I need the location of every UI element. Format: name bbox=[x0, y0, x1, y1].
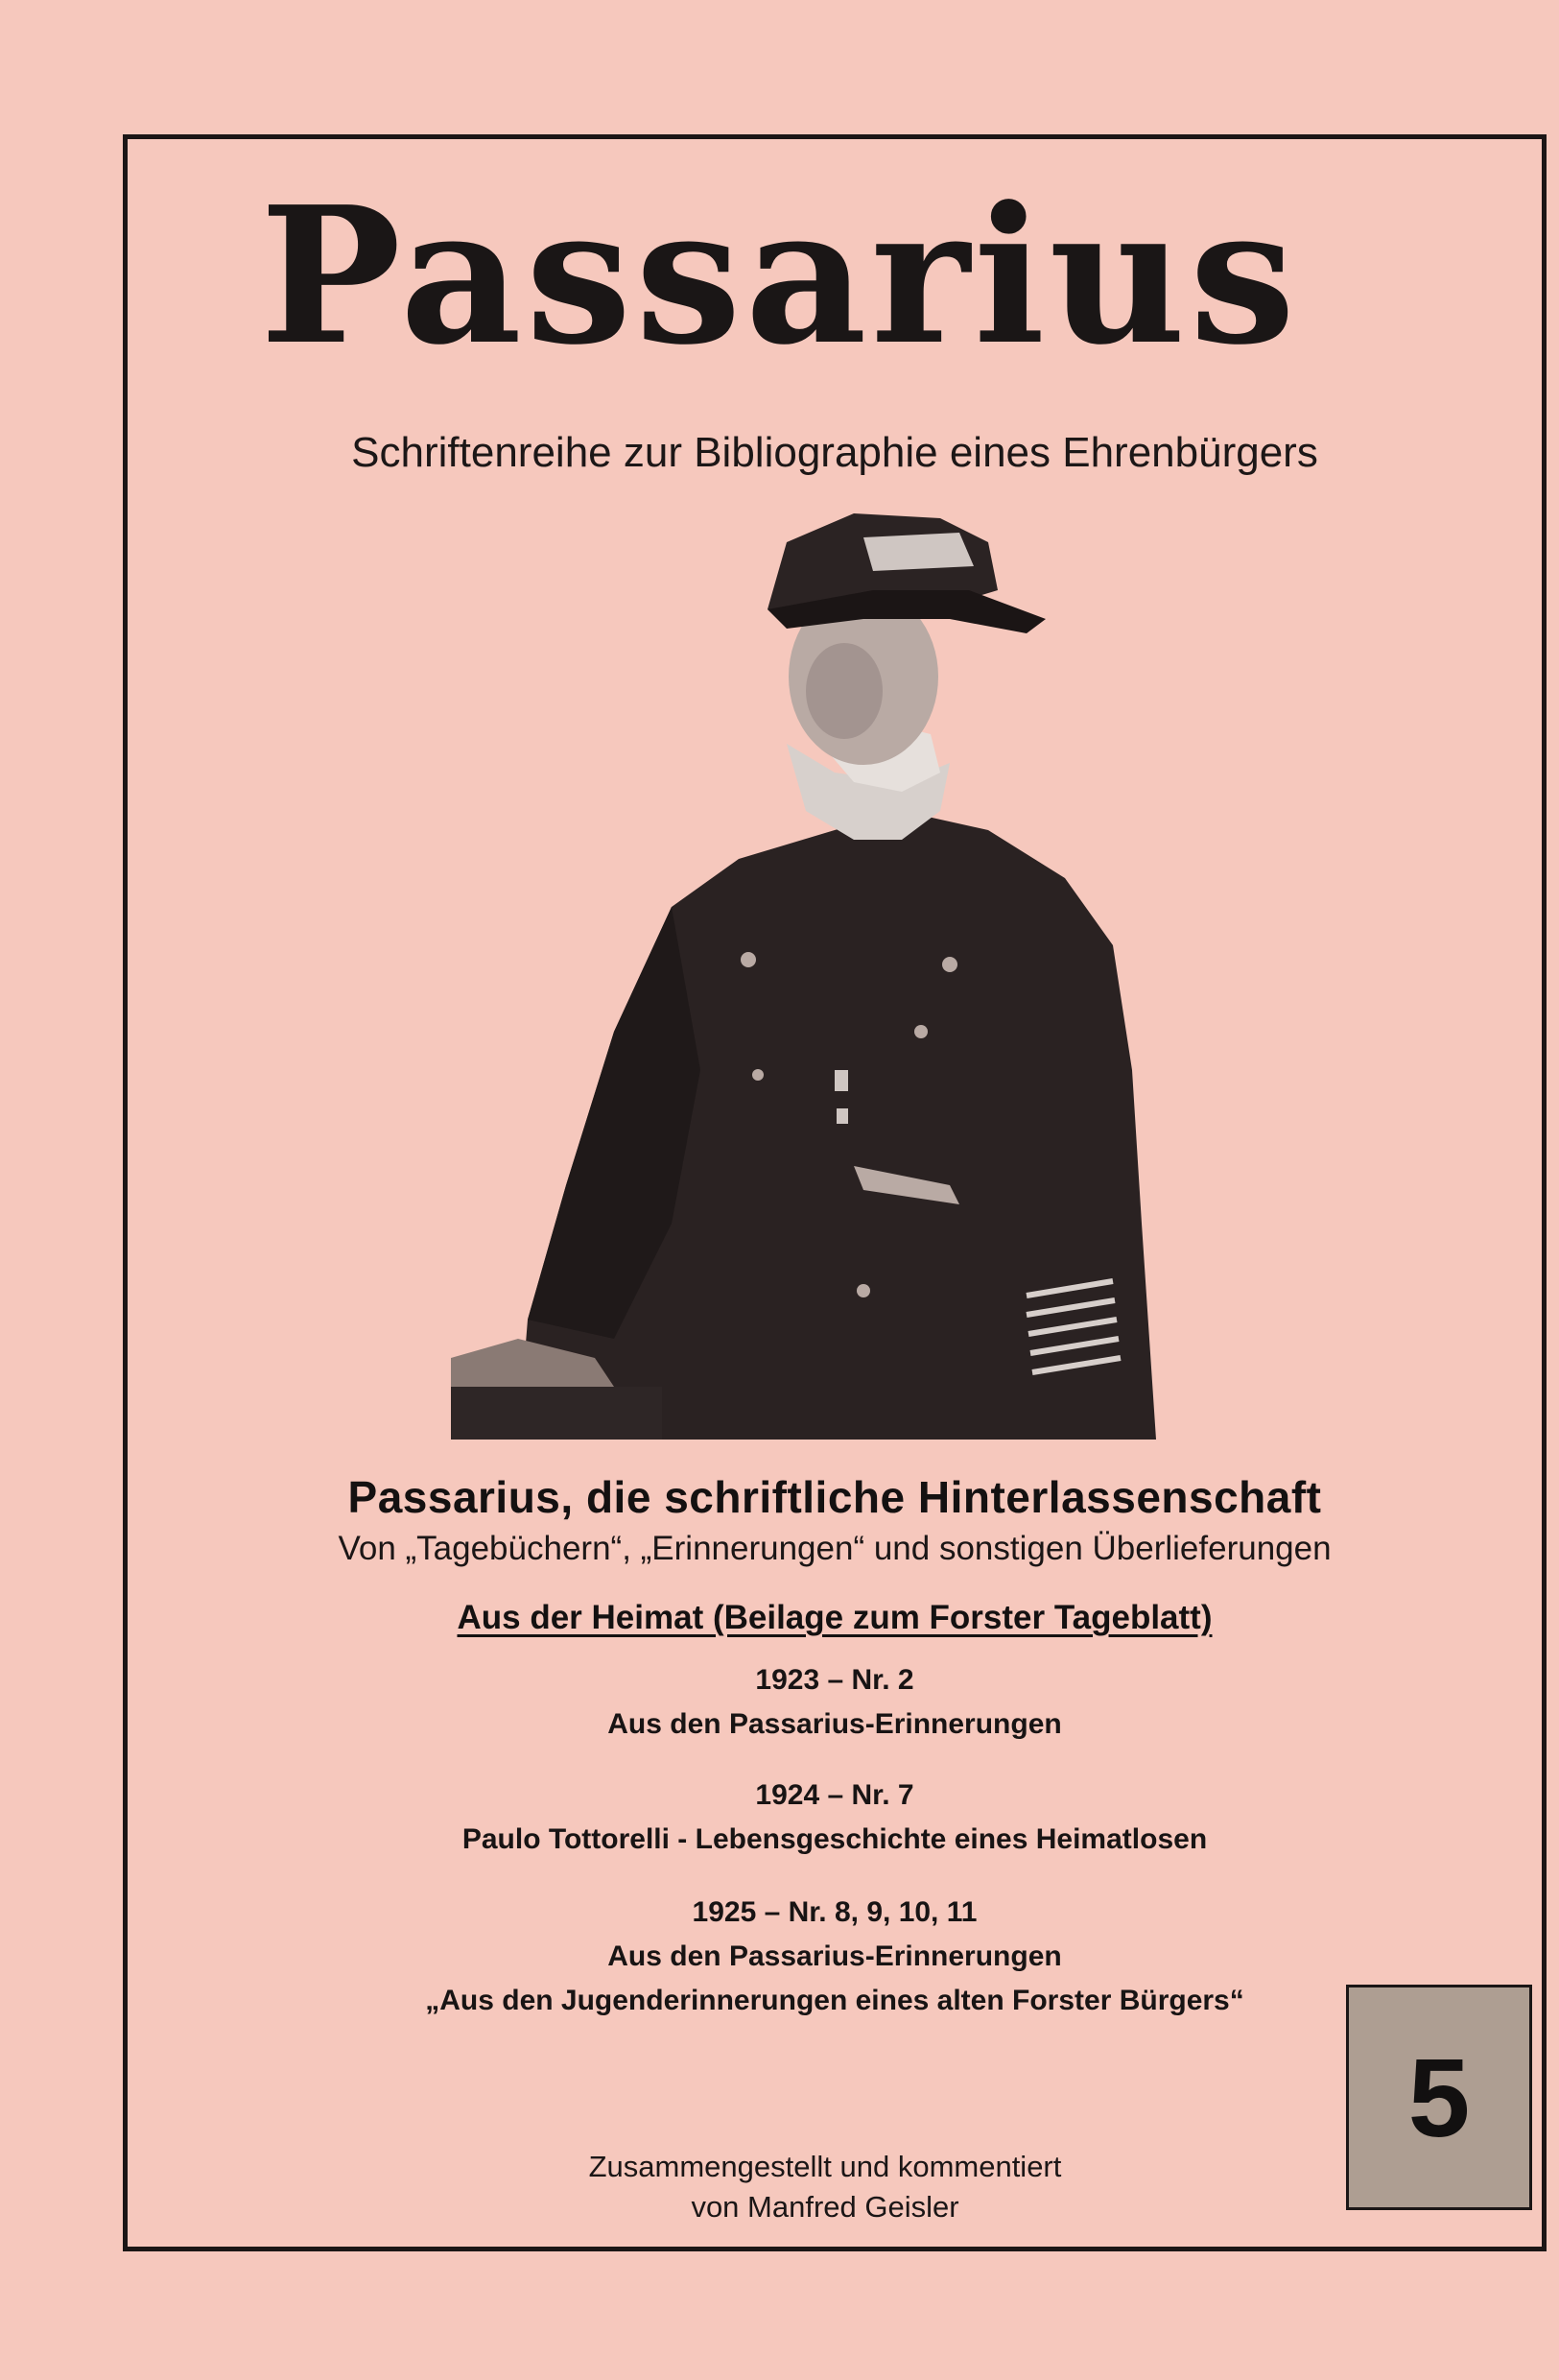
entry-title: Aus den Passarius-Erinnerungen bbox=[607, 1940, 1062, 1972]
entry-title: Aus den Passarius-Erinnerungen bbox=[607, 1708, 1062, 1740]
entry-issue: 1923 – Nr. 2 bbox=[755, 1664, 914, 1696]
credits bbox=[0, 2147, 1559, 2227]
series-title: Passarius bbox=[259, 166, 1300, 387]
entry-1924 bbox=[0, 1773, 1559, 1862]
series-subtitle: Schriftenreihe zur Bibliographie eines Ehrenbürgers bbox=[351, 429, 1318, 476]
credits-line-2: von Manfred Geisler bbox=[691, 2190, 959, 2224]
credits-line-1: Zusammengestellt und kommentiert bbox=[588, 2150, 1062, 2183]
entry-subtitle: „Aus den Jugenderinnerungen eines alten Forster Bürgers“ bbox=[425, 1985, 1244, 2016]
source-heading: Aus der Heimat (Beilage zum Forster Tageblatt) bbox=[457, 1599, 1213, 1636]
cover-tagline: Von „Tagebüchern“, „Erinnerungen“ und sonstigen Überlieferungen bbox=[338, 1530, 1332, 1567]
entry-title: Paulo Tottorelli - Lebensgeschichte eines Heimatlosen bbox=[461, 1823, 1208, 1855]
cover-headline: Passarius, die schriftliche Hinterlassenschaft bbox=[347, 1472, 1322, 1522]
entry-issue: 1925 – Nr. 8, 9, 10, 11 bbox=[692, 1896, 978, 1928]
volume-number-badge: 5 bbox=[1346, 1985, 1532, 2210]
portrait-photo bbox=[451, 494, 1190, 1440]
entry-issue: 1924 – Nr. 7 bbox=[755, 1779, 914, 1811]
entry-1925 bbox=[0, 1891, 1559, 2023]
entry-1923 bbox=[0, 1658, 1559, 1747]
